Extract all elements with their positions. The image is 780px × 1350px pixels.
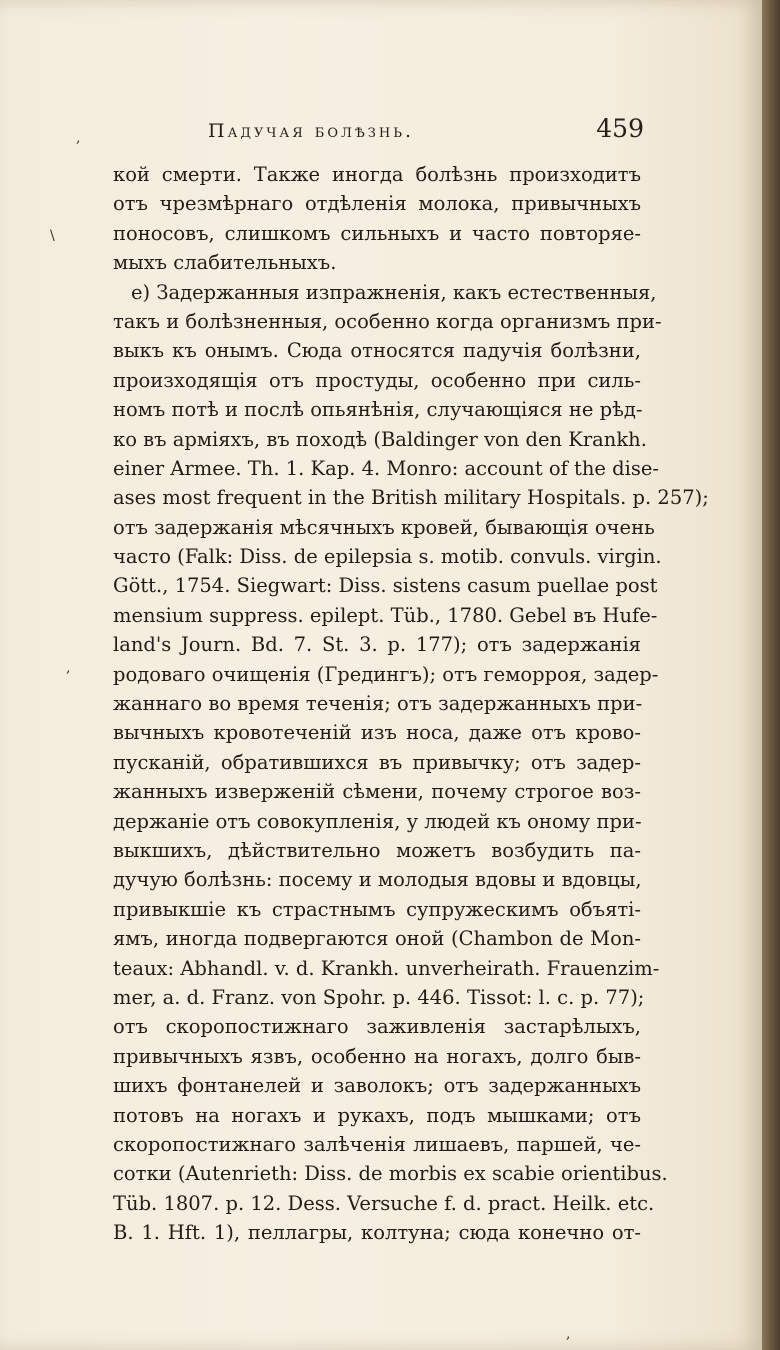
margin-speck: \: [50, 228, 55, 244]
text-line: ямъ, иногда подвергаются оной (Chambon de Mon-: [113, 927, 641, 951]
margin-speck: ,: [66, 660, 71, 676]
text-line: einer Armee. Th. 1. Kap. 4. Monro: account of the dise-: [113, 456, 660, 480]
text-line: привыкшіе къ страстнымъ супружескимъ объяті-: [113, 897, 641, 921]
text-line: жанныхъ изверженій сѣмени, почему строгое воз-: [113, 780, 641, 804]
text-line: потовъ на ногахъ и рукахъ, подъ мышками; отъ: [113, 1103, 641, 1127]
page-number: 459: [596, 114, 644, 143]
text-line: произходящія отъ простуды, особенно при силь-: [113, 368, 641, 392]
text-line: жаннаго во время теченія; отъ задержанныхъ при-: [113, 692, 643, 716]
text-line: дучую болѣзнь: посему и молодыя вдовы и вдовцы,: [113, 868, 642, 892]
text-line: сотки (Autenrieth: Diss. de morbis ex scabie orientibus.: [113, 1162, 668, 1186]
text-line: ases most frequent in the British military Hospitals. p. 257);: [113, 486, 709, 510]
text-line: номъ потѣ и послѣ опьянѣнія, случающіяся не рѣд-: [113, 398, 643, 422]
text-line: такъ и болѣзненныя, особенно когда организмъ при-: [113, 309, 662, 333]
text-line: поносовъ, слишкомъ сильныхъ и часто повторяе-: [113, 221, 641, 245]
text-line: держаніе отъ совокупленія, у людей къ оному при-: [113, 809, 642, 833]
page-edge: [762, 0, 780, 1350]
text-line: отъ задержанія мѣсячныхъ кровей, бывающія очень: [113, 515, 655, 539]
text-line: выкъ къ онымъ. Сюда относятся падучія болѣзни,: [113, 339, 641, 363]
text-line: пусканій, обратившихся въ привычку; отъ задер-: [113, 750, 641, 774]
text-line: отъ скоропостижнаго заживленія застарѣлыхъ,: [113, 1015, 641, 1039]
text-line: ко въ арміяхъ, въ походѣ (Baldinger von den Krankh.: [113, 427, 647, 451]
text-line: mensium suppress. epilept. Tüb., 1780. Gebel въ Hufe-: [113, 603, 658, 627]
text-line: мыхъ слабительныхъ.: [113, 251, 337, 275]
body-text: [113, 160, 709, 1247]
text-line: отъ чрезмѣрнаго отдѣленія молока, привычныхъ: [113, 192, 641, 216]
text-line: привычныхъ язвъ, особенно на ногахъ, долго быв-: [113, 1044, 641, 1068]
running-title: Падучая болѣзнь.: [208, 120, 415, 142]
text-line: Tüb. 1807. p. 12. Dess. Versuche f. d. pract. Heilk. etc.: [113, 1191, 655, 1215]
text-line: mer, a. d. Franz. von Spohr. p. 446. Tissot: l. c. p. 77);: [113, 985, 645, 1009]
text-line: часто (Falk: Diss. de epilepsia s. motib. convuls. virgin.: [113, 545, 662, 569]
text-line: выкшихъ, дѣйствительно можетъ возбудить па-: [113, 838, 641, 862]
text-line: скоропостижнаго залѣченія лишаевъ, паршей, че-: [113, 1132, 641, 1156]
text-line: teaux: Abhandl. v. d. Krankh. unverheirath. Frauenzim-: [113, 956, 660, 980]
text-line: кой смерти. Также иногда болѣзнь произходитъ: [113, 163, 641, 186]
margin-speck: ,: [566, 1326, 571, 1342]
text-line: Gött., 1754. Siegwart: Diss. sistens casum puellae post: [113, 574, 658, 598]
text-line: land's Journ. Bd. 7. St. 3. p. 177); отъ задержанія: [113, 633, 641, 657]
text-line: e) Задержанныя изпражненія, какъ естественныя,: [131, 280, 657, 304]
text-line: B. 1. Hft. 1), пеллагры, колтуна; сюда конечно от-: [113, 1221, 641, 1245]
margin-speck: ,: [76, 130, 81, 146]
text-line: родоваго очищенія (Гредингъ); отъ геморроя, задер-: [113, 662, 659, 686]
text-line: шихъ фонтанелей и заволокъ; отъ задержанныхъ: [113, 1074, 641, 1098]
text-line: вычныхъ кровотеченій изъ носа, даже отъ крово-: [113, 721, 641, 745]
page-header: [100, 114, 650, 150]
